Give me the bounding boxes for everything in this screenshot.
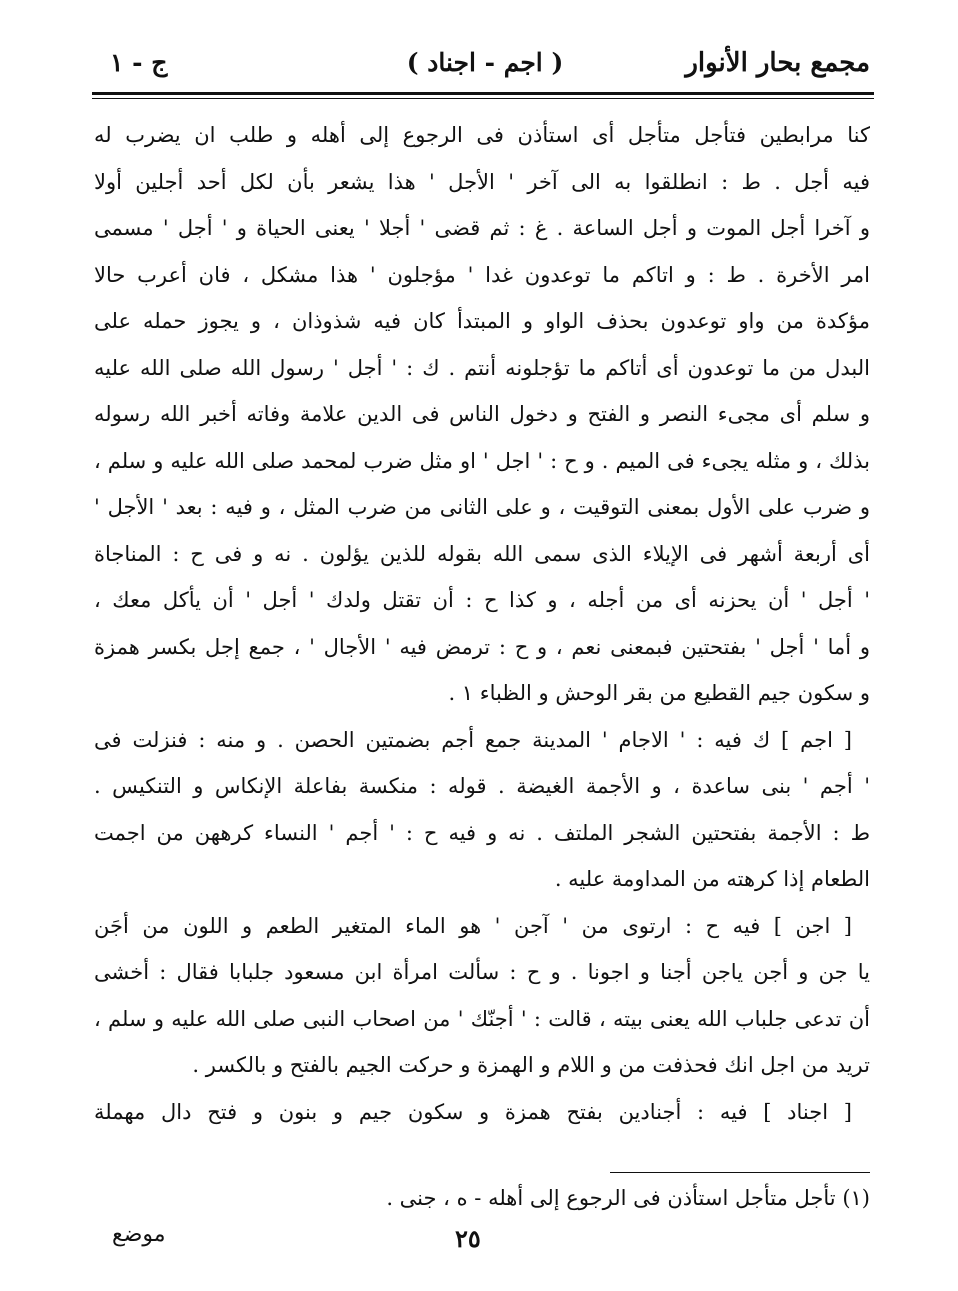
volume-number: ج - ١ xyxy=(110,48,168,77)
footnote: (١) تأجل متأجل استأذن فى الرجوع إلى أهله - ه ، جنى . xyxy=(386,1186,870,1210)
footnote-rule xyxy=(610,1172,870,1173)
text-line: ط : الأجمة بفتحتين الشجر الملتف . نه و فيه ح : ' أجم ' النساء كرههن من اجمت xyxy=(94,820,870,845)
text-line: امر الأخرة . ط : و اتاكم ما توعدون غدا ' مؤجلون ' هذا مشكل ، فان أعرب حالا xyxy=(94,262,870,287)
main-text xyxy=(94,112,870,1135)
text-line: البدل من ما توعدون أى أتاكم ما تؤجلونه أنتم . ك : ' أجل ' رسول الله صلى الله عليه xyxy=(94,355,870,380)
text-line: و أما ' أجل ' بفتحتين فبمعنى نعم ، و ح : ترمض فيه ' الأجال ' ، جمع إجل بكسر همزة xyxy=(94,634,870,659)
header-rule-thin xyxy=(92,98,874,99)
text-line: كنا مرابطين فتأجل متأجل أى استأذن فى الرجوع إلى أهله و طلب ان يضرب له xyxy=(94,123,870,147)
text-line: و ضرب على الأول بمعنى التوقيت ، و على الثانى من ضرب المثل ، و فيه : بعد ' الأجل ' xyxy=(94,495,870,519)
text-line: ' أجل ' أن يحزنه أى من أجله ، و كذا ح : أن تقتل ولدك ' أجل ' أن يأكل معك ، xyxy=(94,588,870,612)
text-line: يا جن و أجن ياجن أجنا و اجونا . و ح : سألت امرأة ابن مسعود جلبابا فقال : أخشى xyxy=(94,960,870,984)
text-line: أن تدعى جلباب الله يعنى بيته ، قالت : ' أجنّك ' من اصحاب النبى صلى الله عليه و سلم ، xyxy=(94,1006,870,1031)
text-line: مؤكدة من واو توعدون بحذف الواو و المبتدأ كان فيه شذوذان ، و يجوز حمله على xyxy=(94,309,870,333)
entry-start-ajm: [ اجم ] ك فيه : ' الاجام ' المدينة جمع أجم بضمتين الحصن . و منه : فنزلت فى xyxy=(94,727,852,752)
text-line: فيه أجل . ط : انطلقوا به الى آخر ' الأجل ' هذا يشعر بأن لكل أحد أجلين أولا xyxy=(94,169,870,194)
text-line: تريد من اجل انك فحذفت من و اللام و الهمزة و حركت الجيم بالفتح و بالكسر . xyxy=(192,1053,870,1077)
catchword: موضع xyxy=(112,1222,166,1247)
text-line: أى أربعة أشهر فى الإيلاء الذى سمى الله بقوله للذين يؤلون . نه و فى ح : المناجاة xyxy=(94,541,870,566)
running-header xyxy=(100,42,870,90)
book-title: مجمع بحار الأنوار xyxy=(685,48,870,78)
text-line: و سلم أى مجىء النصر و الفتح و دخول الناس فى الدين علامة وفاته أخبر الله رسوله xyxy=(94,402,870,426)
page-number: ٢٥ xyxy=(455,1224,481,1253)
entry-start-ajnad: [ اجناد ] فيه : أجنادين بفتح همزة و سكون جيم و بنون و فتح دال مهملة xyxy=(94,1099,852,1124)
text-line: و آخرا أجل الموت و أجل الساعة . غ : ثم قضى ' أجلا ' يعنى الحياة و ' أجل ' مسمى xyxy=(94,216,870,240)
section-range: ( اجم - اجناد ) xyxy=(406,48,564,77)
header-rule xyxy=(92,92,874,95)
entry-start-ajn: [ اجن ] فيه ح : ارتوى من ' آجن ' هو الماء المتغير الطعم و اللون من أجَن xyxy=(94,913,852,938)
text-line: و سكون جيم القطيع من بقر الوحش و الظباء ١ . xyxy=(448,681,870,705)
text-line: الطعام إذا كرهته من المداومة عليه . xyxy=(554,867,870,891)
text-line: ' أجم ' بنى ساعدة ، و الأجمة الغيضة . قوله : منكسة بفاعلة الإنكاس و التنكيس . xyxy=(94,774,870,798)
text-line: بذلك ، و مثله يجىء فى الميم . و ح : ' اجل ' او مثل ضرب لمحمد صلى الله عليه و سلم ، xyxy=(94,448,870,473)
